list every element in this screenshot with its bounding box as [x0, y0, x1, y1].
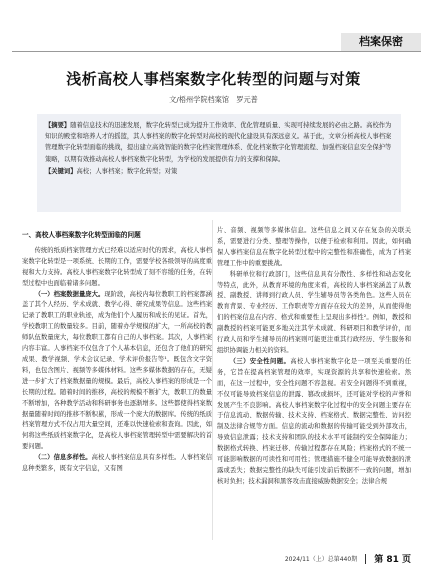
- subheading: （二）信息多样性。: [34, 454, 92, 462]
- paragraph-text: 高校人事档案数字化是一项至关重要的任务，它旨在提高档案管理的效率，实现资源的共享和快速检索。然而，在这一过程中，安全性问题不容忽视。若安全问题得不到重视，不仅可能导致档案信息的泄露、篡改或损坏，还可能对学校的声誉和发展产生不良影响。高校人事档案数字化过程中的安全问题主要存在于信息流动、数据传输、技术支持、档案格式、数据完整性、访问控制及法律合规等方面。信息的流动和数据的传输可能受到外部攻击，导致信息泄露；技术支持和团队的技术水平可能制约安全保障能力；数据格式转换、档案迁移、传输过程都存在风险；档案格式的不统一可能影响数据的可读性和可用性；管理措施不健全可能导致数据的泄露或丢失；数据完整性的缺失可能引发前后数据不一致的问题，增加核对负担；技术漏洞和黑客攻击直接威胁数据安全；法律合规: [217, 357, 412, 485]
- keywords-label: 【关键词】: [45, 167, 77, 175]
- abstract-paragraph: [45, 120, 393, 165]
- paragraph-text: 现阶段，高校内每位教职工的档案都涵盖了其个人经历、学术成就、教学心得、研究成果等信息。这些档案记录了教职工的职业轨迹，成为他们个人履历和成长的见证。首先，学校教职工的数量较多。目前，随着办学规模的扩大，一所高校的教师队伍数量庞大，每位教职工都有自己的人事档案。其次，人事档案内容丰富。人事档案不仅包含了个人基本信息，还包含了他们的研究成果、教学视频、学术会议记录、学术评价报告等¹。既包含文字资料，也包含图片、视频等多媒体材料。这些多媒体数据的存在，无疑进一步扩大了档案数据量的规模。最后，高校人事档案的形成是一个长期的过程。随着时间的推移，高校的规模不断扩大，教职工的数量不断增加，各种教学活动和科研事务也逐渐增多。这些都使得档案数据量随着时间的推移不断积累，形成一个庞大的数据库。传统的纸质档案管理方式不仅占用大量空间，还难以快速检索和查询。因此，如何将这些纸质档案数字化，是高校人事档案管理转型中需要解决的首要问题。: [22, 290, 213, 451]
- paragraph: 片、音频、视频等多媒体信息。这些信息之间又存在复杂的关联关系，需要进行分类、整理等操作，以便于检索和利用。因此，如何确保人事档案信息在数字化转型过程中的完整性和准确性，成为了档案管理工作中的重要挑战。: [217, 227, 411, 267]
- section-badge: 档案保密: [341, 33, 421, 51]
- subheading: （三）安全性问题。: [229, 357, 291, 365]
- keywords-text: 高校；人事档案；数字化转型；对策: [76, 167, 178, 175]
- paragraph: [22, 290, 212, 454]
- article-title: 浅析高校人事档案数字化转型的问题与对策: [66, 70, 361, 88]
- abstract-text: 随着信息技术的迅速发展，数字化转型已成为提升工作效率、优化管理质量、实现可持续发展的必由之路。高校作为知识的殿堂和培养人才的摇篮，其人事档案的数字化转型对高校的现代化建设具有深远意义。基于此，文章分析高校人事档案管理数字化转型面临的挑战，提出建立高效智能的数字化档案管理体系、优化档案数字化管理流程、加强档案信息安全保护等策略，以期有效推动高校人事档案数字化转型，为学校的发展提供有力的支撑和保障。: [45, 122, 392, 163]
- issue-info: 2024/11（上）总第440期: [284, 556, 358, 563]
- header-rule: [12, 51, 421, 52]
- paragraph: [217, 357, 411, 488]
- column-divider: [212, 220, 213, 540]
- left-column: [22, 226, 212, 475]
- subheading: （一）档案数据量庞大。: [34, 290, 105, 298]
- abstract-box: [37, 114, 401, 212]
- paragraph: [22, 453, 212, 475]
- abstract-label: 【摘要】: [45, 122, 71, 129]
- page-footer: [285, 552, 411, 565]
- footer-divider: [365, 554, 366, 564]
- paragraph-text: 高校人事档案信息具有多样性。人事档案信息种类繁多，既有文字信息，又有图: [22, 454, 213, 473]
- paragraph: 传统的纸质档案管理方式已经难以适应时代的需求，高校人事档案数字化转型是一项系统、长期的工作，需要学校各级领导的高度重视和大力支持。高校人事档案数字化转型成了刻不容缓的任务，在转型过程中也面临着诸多问题。: [22, 246, 212, 287]
- right-column: [217, 226, 411, 488]
- keywords-line: [45, 166, 393, 177]
- paragraph: 科研单位和行政部门，这些信息具有分散性、多样性和动态变化等特点，此外，从教育环境的角度来看，高校的人事档案涵盖了从教授、副教授、讲师到行政人员、学生辅导员等各类角色。这些人员在教育背景、专业经历、工作职责等方面存在较大的差异，从而使得他们的档案信息在内容、格式和重要性上呈现出多样性²。例如，教授和副教授的档案可能更多地关注其学术成就、科研项目和教学评价，而行政人员和学生辅导员的档案则可能更注重其行政经历、学生服务和组织协调能力相关的资料。: [217, 270, 411, 354]
- section-heading: 一、高校人事档案数字化转型面临的问题: [22, 231, 141, 239]
- article-author: 文/梧州学院档案馆 罗元普: [169, 95, 258, 104]
- page-number: 第 81 页: [374, 555, 411, 565]
